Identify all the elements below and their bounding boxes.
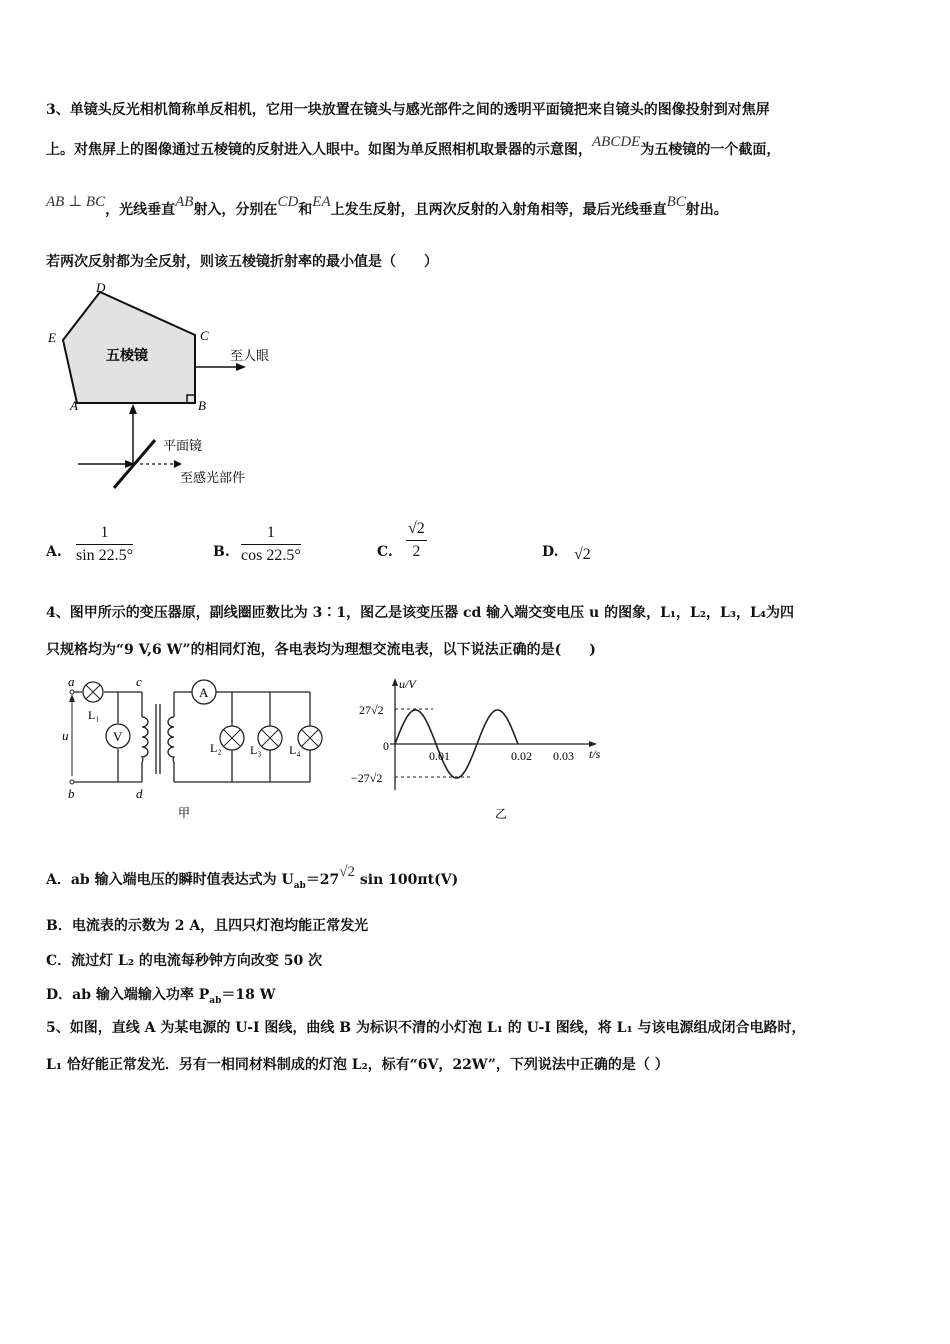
q4-option-a-sqrt: √2 (339, 864, 356, 880)
label-d: D (96, 280, 106, 295)
tick-003: 0.03 (553, 749, 574, 763)
tick-002: 0.02 (511, 749, 532, 763)
q5-line2: L₁ 恰好能正常发光．另有一相同材料制成的灯泡 L₂，标有“6V，22W”，下列说法中正确的是（ ） (46, 1057, 669, 1073)
q3-option-b-num: 1 (266, 524, 275, 541)
q3-line3-text-a: ，光线垂直 (105, 202, 176, 218)
y-label: u/V (399, 677, 416, 691)
label-a-term: a (68, 674, 75, 689)
lamp-l3 (258, 726, 282, 750)
ray-through-arrow (174, 460, 182, 468)
lamp-l2 (220, 726, 244, 750)
label-a: A (70, 398, 78, 413)
q3-option-b-label: B. (213, 544, 230, 560)
q3-line3-text-e: 射出。 (685, 202, 728, 218)
label-e: E (48, 330, 56, 345)
q3-option-d-label: D. (542, 544, 559, 560)
pentaprism-shape (63, 292, 195, 403)
q3-option-d-value: √2 (574, 546, 591, 563)
q3-line3 (46, 194, 728, 220)
q3-math-ab-perp-bc: AB ⊥ BC (46, 194, 106, 210)
sensor-label: 至感光部件 (180, 470, 246, 485)
q4-option-a-text: A．ab 输入端电压的瞬时值表达式为 U (46, 872, 294, 888)
ammeter-label: A (199, 685, 209, 700)
q3-math-abcde: ABCDE (592, 134, 641, 150)
y-axis-arrow (392, 678, 398, 686)
label-l1: L₁ (88, 708, 100, 722)
label-d-term: d (136, 786, 143, 801)
mirror-label: 平面镜 (163, 438, 203, 453)
q3-option-a-fraction (76, 524, 133, 565)
pentaprism-figure (40, 280, 300, 495)
q3-line2-text-a: 上。对焦屏上的图像通过五棱镜的反射进入人眼中。如图为单反照相机取景器的示意图， (46, 142, 592, 158)
q3-line3-text-b: 射入，分别在 (193, 202, 278, 218)
q3-line1: 3、单镜头反光相机简称单反相机，它用一块放置在镜头与感光部件之间的透明平面镜把来自镜头的图像投射到对焦屏 (46, 102, 770, 118)
caption-yi: 乙 (495, 807, 508, 821)
prism-label: 五棱镜 (106, 349, 148, 364)
q4-option-d-sub: ab (209, 995, 222, 1006)
q3-option-b-fraction (241, 524, 301, 565)
q4-option-d-tail: ＝18 W (221, 987, 276, 1003)
ymin-label: −27√2 (351, 771, 383, 785)
voltage-arrow-head (69, 694, 75, 702)
q4-option-d-text: D．ab 输入端输入功率 P (46, 987, 210, 1003)
ammeter (192, 680, 216, 704)
q4-line1: 4、图甲所示的变压器原，副线圈匝数比为 3∶1，图乙是该变压器 cd 输入端交变电压 u 的图象，L₁，L₂，L₃，L₄为四 (46, 605, 794, 621)
lamp-l4 (298, 726, 322, 750)
q4-option-b: B．电流表的示数为 2 A，且四只灯泡均能正常发光 (46, 918, 369, 934)
ray-out-arrow (236, 363, 246, 371)
q3-option-c-fraction (406, 520, 427, 561)
q3-option-a-den: sin 22.5° (76, 544, 133, 565)
q3-option-c-num: √2 (408, 520, 425, 537)
label-l4: L₄ (289, 743, 301, 757)
zero-label: 0 (383, 739, 389, 753)
q4-line2: 只规格均为“9 V,6 W”的相同灯泡，各电表均为理想交流电表，以下说法正确的是( ) (46, 642, 596, 658)
q5-line1: 5、如图，直线 A 为某电源的 U-I 图线，曲线 B 为标识不清的小灯泡 L₁ 的 U-I 图线，将 L₁ 与该电源组成闭合电路时， (46, 1020, 806, 1036)
label-b-term: b (68, 786, 75, 801)
q3-line4: 若两次反射都为全反射，则该五棱镜折射率的最小值是（ ） (46, 254, 438, 270)
label-l3: L₃ (250, 743, 262, 757)
transformer-circuit (60, 672, 330, 822)
ymax-label: 27√2 (359, 703, 384, 717)
ray-up-arrow (129, 404, 137, 414)
label-u: u (62, 728, 69, 743)
q3-math-ea: EA (312, 194, 331, 210)
q3-math-cd: CD (277, 194, 299, 210)
label-l2: L₂ (210, 741, 222, 755)
q3-option-c-den: 2 (406, 540, 427, 561)
terminal-b (70, 780, 74, 784)
q4-option-a (46, 864, 459, 896)
q3-option-b-den: cos 22.5° (241, 544, 301, 565)
caption-jia: 甲 (178, 806, 191, 820)
x-label: t/s (589, 747, 601, 761)
label-c: C (200, 328, 209, 343)
label-c-term: c (136, 674, 142, 689)
voltage-graph (345, 672, 615, 822)
q3-line2-text-b: 为五棱镜的一个截面， (640, 142, 781, 158)
label-b: B (198, 398, 206, 413)
q4-option-a-tail: sin 100πt(V) (355, 872, 459, 888)
terminal-a (70, 690, 74, 694)
q3-option-a-num: 1 (100, 524, 109, 541)
q3-option-c-label: C. (377, 544, 393, 560)
q3-line2 (46, 134, 781, 160)
q3-line3-text-c: 和 (298, 202, 313, 218)
eye-label: 至人眼 (230, 348, 270, 363)
lamp-l1 (83, 682, 103, 702)
q3-line3-text-d: 上发生反射，且两次反射的入射角相等，最后光线垂直 (330, 202, 667, 218)
voltmeter (106, 724, 130, 748)
q4-option-d (46, 985, 276, 1011)
tick-001: 0.01 (429, 749, 450, 763)
q4-option-a-sub: ab (293, 880, 306, 891)
voltmeter-label: V (113, 729, 123, 744)
q3-option-a-label: A. (46, 544, 62, 560)
q3-math-bc: BC (666, 194, 686, 210)
q4-option-a-eq: ＝27 (305, 872, 340, 888)
q4-option-c: C．流过灯 L₂ 的电流每秒钟方向改变 50 次 (46, 953, 323, 969)
q3-math-ab: AB (175, 194, 194, 210)
